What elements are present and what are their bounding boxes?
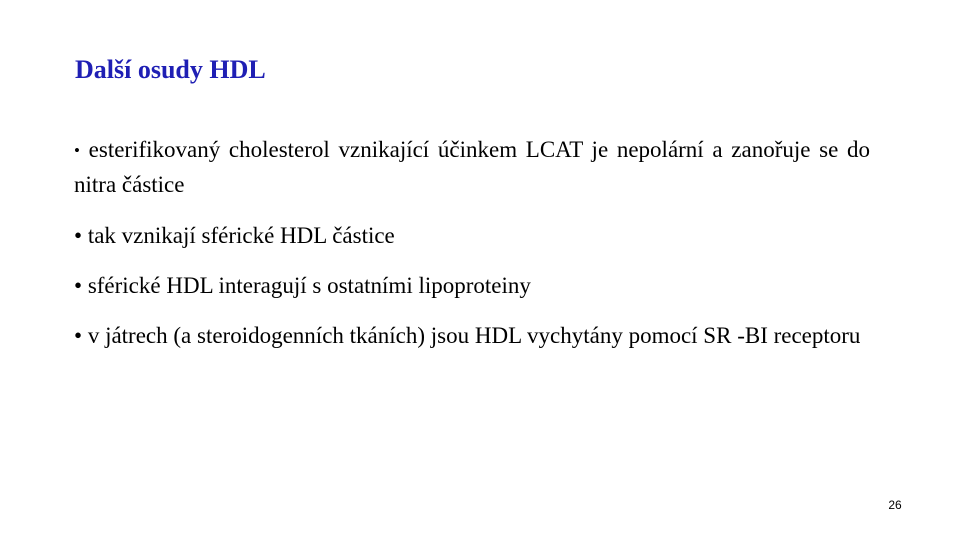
slide-title: Další osudy HDL — [75, 55, 266, 84]
bullet-paragraph-2 — [74, 219, 870, 253]
bullet-text: tak vznikají sférické HDL částice — [87, 223, 395, 248]
bullet-marker: • — [74, 273, 83, 298]
bullet-paragraph-4 — [74, 319, 870, 353]
bullet-marker: • — [74, 141, 80, 160]
bullet-text: v játrech (a steroidogenních tkáních) jsou HDL vychytány pomocí SR -BI receptoru — [87, 323, 861, 348]
bullet-paragraph-1 — [74, 133, 870, 202]
bullet-text: esterifikovaný cholesterol vznikající účinkem LCAT je nepolární a zanořuje se do nitra částice — [74, 137, 871, 197]
slide-body — [74, 133, 870, 353]
bullet-text: sférické HDL interagují s ostatními lipoproteiny — [87, 273, 531, 298]
bullet-paragraph-3 — [74, 269, 870, 303]
bullet-marker: • — [74, 323, 83, 348]
page-number: 26 — [888, 498, 902, 512]
bullet-marker: • — [74, 223, 83, 248]
